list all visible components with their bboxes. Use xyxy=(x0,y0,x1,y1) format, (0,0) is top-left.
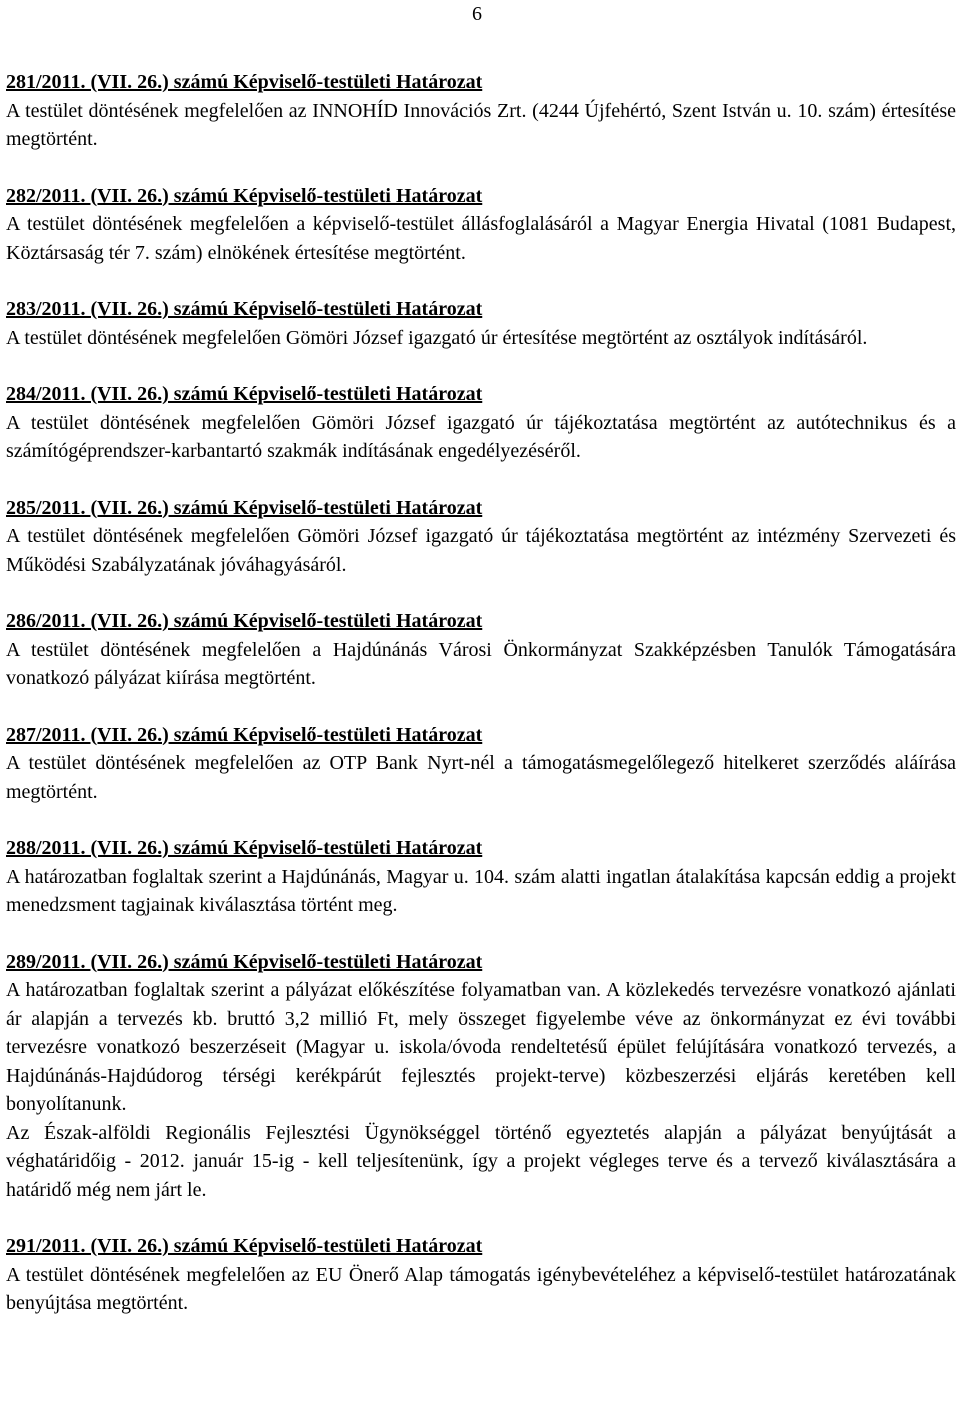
resolution-heading: 283/2011. (VII. 26.) számú Képviselő-testületi Határozat xyxy=(6,298,483,320)
resolution-heading: 291/2011. (VII. 26.) számú Képviselő-testületi Határozat xyxy=(6,1235,483,1257)
resolution-281 xyxy=(6,68,956,154)
resolution-heading: 285/2011. (VII. 26.) számú Képviselő-testületi Határozat xyxy=(6,496,483,519)
resolution-text: A testület döntésének megfelelően a képviselő-testület állásfoglalásáról a Magyar Energia Hivatal (1081 Budapest, Köztársaság tér 7. szám) elnökének értesítése megtörtént. xyxy=(6,213,956,264)
resolution-285 xyxy=(6,494,956,580)
resolution-heading: 287/2011. (VII. 26.) számú Képviselő-testületi Határozat xyxy=(6,723,483,746)
resolution-287 xyxy=(6,721,956,807)
resolution-286 xyxy=(6,607,956,693)
resolution-text: A határozatban foglaltak szerint a pályázat előkészítése folyamatban van. A közlekedés tervezésre vonatkozó ajánlati ár alapján a tervezés kb. bruttó 3,2 millió Ft, mely összeget figyelembe véve az önkormányzat ez évi további tervezésre vonatkozó beszerzéseit (Magyar u. iskola/óvoda rendeltetésű épület felújítására vonatkozó tervezés, a Hajdúnánás-Hajdúdorog térségi kerékpárút fejlesztés projekt-terve) közbeszerzési eljárás keretében kell bonyolítanunk. xyxy=(6,979,956,1115)
resolution-text: A testület döntésének megfelelően a Hajdúnánás Városi Önkormányzat Szakképzésben Tanulók Támogatására vonatkozó pályázat kiírása megtörtént. xyxy=(6,638,956,689)
resolution-heading: 286/2011. (VII. 26.) számú Képviselő-testületi Határozat xyxy=(6,610,483,632)
resolution-heading: 289/2011. (VII. 26.) számú Képviselő-testületi Határozat xyxy=(6,950,483,973)
resolution-284 xyxy=(6,380,956,466)
document-body xyxy=(6,68,956,1346)
resolution-text: A testület döntésének megfelelően az OTP Bank Nyrt-nél a támogatásmegelőlegező hitelkeret szerződés aláírása megtörtént. xyxy=(6,752,956,803)
resolution-289 xyxy=(6,948,956,1205)
resolution-text: A testület döntésének megfelelően Gömöri József igazgató úr értesítése megtörtént az osztályok indításáról. xyxy=(6,326,868,349)
resolution-heading: 288/2011. (VII. 26.) számú Képviselő-testületi Határozat xyxy=(6,837,483,859)
resolution-heading: 284/2011. (VII. 26.) számú Képviselő-testületi Határozat xyxy=(6,383,483,405)
resolution-heading: 281/2011. (VII. 26.) számú Képviselő-testületi Határozat xyxy=(6,71,483,93)
resolution-283 xyxy=(6,295,956,352)
resolution-text: A testület döntésének megfelelően az INNOHÍD Innovációs Zrt. (4244 Újfehértó, Szent István u. 10. szám) értesítése megtörtént. xyxy=(6,99,956,150)
resolution-heading: 282/2011. (VII. 26.) számú Képviselő-testületi Határozat xyxy=(6,184,483,207)
resolution-text: A határozatban foglaltak szerint a Hajdúnánás, Magyar u. 104. szám alatti ingatlan átalakítása kapcsán eddig a projekt menedzsment tagjainak kiválasztása történt meg. xyxy=(6,865,956,916)
resolution-text: A testület döntésének megfelelően Gömöri József igazgató úr tájékoztatása megtörtént az autótechnikus és a számítógéprendszer-karbantartó szakmák indításának engedélyezéséről. xyxy=(6,411,956,462)
resolution-282 xyxy=(6,182,956,268)
resolution-text: A testület döntésének megfelelően az EU Önerő Alap támogatás igénybevételéhez a képviselő-testület határozatának benyújtása megtörtént. xyxy=(6,1263,956,1314)
resolution-text: Az Észak-alföldi Regionális Fejlesztési Ügynökséggel történő egyeztetés alapján a pályázat benyújtását a véghatáridőig - 2012. január 15-ig - kell teljesítenünk, így a projekt végleges terve és a tervező kiválasztására a határidő még nem járt le. xyxy=(6,1121,956,1201)
resolution-text: A testület döntésének megfelelően Gömöri József igazgató úr tájékoztatása megtörtént az intézmény Szervezeti és Működési Szabályzatának jóváhagyásáról. xyxy=(6,525,956,576)
resolution-288 xyxy=(6,834,956,920)
page-number: 6 xyxy=(472,3,482,25)
resolution-291 xyxy=(6,1232,956,1318)
